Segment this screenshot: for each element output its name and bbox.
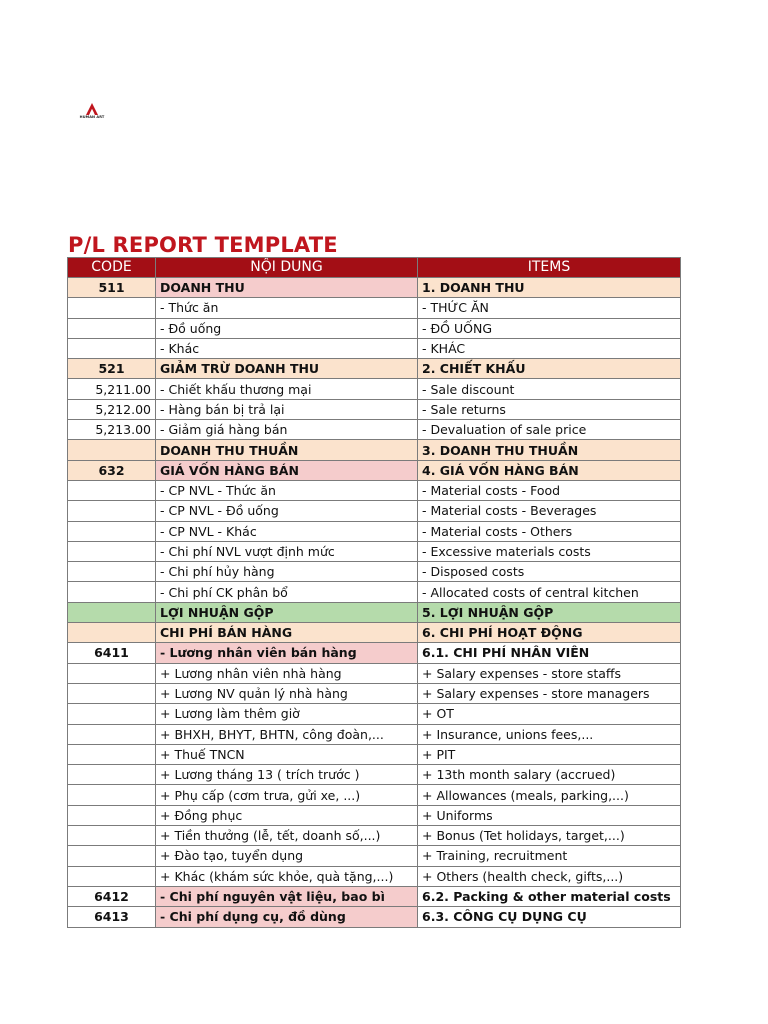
row-item: + Training, recruitment [418, 846, 681, 866]
row-content: - Thức ăn [156, 298, 418, 318]
row-item: + 13th month salary (accrued) [418, 765, 681, 785]
row-content: + Khác (khám sức khỏe, quà tặng,...) [156, 866, 418, 886]
table-row [68, 338, 681, 358]
row-content: + Thuế TNCN [156, 744, 418, 764]
row-code: 632 [68, 460, 156, 480]
table-row [68, 420, 681, 440]
row-item: 4. GIÁ VỐN HÀNG BÁN [418, 460, 681, 480]
row-item: 6.3. CÔNG CỤ DỤNG CỤ [418, 907, 681, 927]
row-code [68, 805, 156, 825]
row-item: - Material costs - Food [418, 480, 681, 500]
row-code [68, 846, 156, 866]
table-row [68, 623, 681, 643]
row-content: - CP NVL - Thức ăn [156, 480, 418, 500]
table-row [68, 886, 681, 906]
row-item: 6.1. CHI PHÍ NHÂN VIÊN [418, 643, 681, 663]
row-content: - Đồ uống [156, 318, 418, 338]
row-code: 6412 [68, 886, 156, 906]
row-content: + Phụ cấp (cơm trưa, gửi xe, ...) [156, 785, 418, 805]
row-item: 3. DOANH THU THUẦN [418, 440, 681, 460]
table-row [68, 744, 681, 764]
row-item: + Insurance, unions fees,... [418, 724, 681, 744]
table-row [68, 683, 681, 703]
row-code: 5,212.00 [68, 399, 156, 419]
row-content: - Chi phí NVL vượt định mức [156, 541, 418, 561]
table-row [68, 663, 681, 683]
row-item: - Allocated costs of central kitchen [418, 582, 681, 602]
row-item: - ĐỒ UỐNG [418, 318, 681, 338]
row-code [68, 318, 156, 338]
row-code [68, 298, 156, 318]
row-content: - Chi phí hủy hàng [156, 562, 418, 582]
table-row [68, 805, 681, 825]
table-row [68, 298, 681, 318]
row-content: DOANH THU [156, 278, 418, 298]
row-item: - Sale returns [418, 399, 681, 419]
table-row [68, 785, 681, 805]
table-header-row [68, 258, 681, 278]
logo-text: HUMAN ART [79, 115, 105, 119]
row-item: - KHÁC [418, 338, 681, 358]
row-code: 6413 [68, 907, 156, 927]
row-item: - Devaluation of sale price [418, 420, 681, 440]
row-item: - Excessive materials costs [418, 541, 681, 561]
row-code: 6411 [68, 643, 156, 663]
row-code [68, 521, 156, 541]
row-item: + Salary expenses - store staffs [418, 663, 681, 683]
row-content: + Lương làm thêm giờ [156, 704, 418, 724]
row-item: 6. CHI PHÍ HOẠT ĐỘNG [418, 623, 681, 643]
row-content: + Lương NV quản lý nhà hàng [156, 683, 418, 703]
row-code: 5,213.00 [68, 420, 156, 440]
row-content: - Giảm giá hàng bán [156, 420, 418, 440]
row-content: + BHXH, BHYT, BHTN, công đoàn,... [156, 724, 418, 744]
row-code [68, 338, 156, 358]
row-item: + Others (health check, gifts,...) [418, 866, 681, 886]
table-row [68, 643, 681, 663]
table-row [68, 460, 681, 480]
page-title: P/L REPORT TEMPLATE [68, 233, 338, 257]
row-item: - Material costs - Beverages [418, 501, 681, 521]
table-row [68, 359, 681, 379]
table-row [68, 582, 681, 602]
row-code [68, 765, 156, 785]
row-content: LỢI NHUẬN GỘP [156, 602, 418, 622]
row-content: + Đồng phục [156, 805, 418, 825]
row-code [68, 785, 156, 805]
row-content: - Chi phí nguyên vật liệu, bao bì [156, 886, 418, 906]
row-item: 6.2. Packing & other material costs [418, 886, 681, 906]
row-item: + OT [418, 704, 681, 724]
row-item: 5. LỢI NHUẬN GỘP [418, 602, 681, 622]
row-item: + Uniforms [418, 805, 681, 825]
table-row [68, 541, 681, 561]
table-row [68, 866, 681, 886]
company-logo [75, 103, 109, 123]
row-content: - Chiết khấu thương mại [156, 379, 418, 399]
row-item: + Bonus (Tet holidays, target,...) [418, 826, 681, 846]
row-content: DOANH THU THUẦN [156, 440, 418, 460]
table-row [68, 278, 681, 298]
column-header-items: ITEMS [418, 258, 681, 278]
column-header-code: CODE [68, 258, 156, 278]
row-item: - THỨC ĂN [418, 298, 681, 318]
table-row [68, 379, 681, 399]
column-header-content: NỘI DUNG [156, 258, 418, 278]
row-code [68, 744, 156, 764]
row-code [68, 826, 156, 846]
row-content: - CP NVL - Khác [156, 521, 418, 541]
row-content: - CP NVL - Đồ uống [156, 501, 418, 521]
table-row [68, 440, 681, 460]
row-content: - Chi phí CK phân bổ [156, 582, 418, 602]
row-content: - Chi phí dụng cụ, đồ dùng [156, 907, 418, 927]
row-code: 511 [68, 278, 156, 298]
row-content: + Lương nhân viên nhà hàng [156, 663, 418, 683]
row-code [68, 480, 156, 500]
row-item: + Salary expenses - store managers [418, 683, 681, 703]
row-code [68, 866, 156, 886]
table-row [68, 318, 681, 338]
table-row [68, 724, 681, 744]
table-row [68, 399, 681, 419]
row-content: - Khác [156, 338, 418, 358]
row-code: 5,211.00 [68, 379, 156, 399]
row-content: GIẢM TRỪ DOANH THU [156, 359, 418, 379]
table-row [68, 704, 681, 724]
table-row [68, 846, 681, 866]
row-code [68, 663, 156, 683]
table-row [68, 562, 681, 582]
row-code [68, 440, 156, 460]
pl-report-table [67, 257, 681, 928]
row-item: - Material costs - Others [418, 521, 681, 541]
row-code: 521 [68, 359, 156, 379]
row-item: 1. DOANH THU [418, 278, 681, 298]
row-item: - Disposed costs [418, 562, 681, 582]
table-row [68, 907, 681, 927]
table-row [68, 765, 681, 785]
row-code [68, 582, 156, 602]
table-row [68, 480, 681, 500]
row-content: CHI PHÍ BÁN HÀNG [156, 623, 418, 643]
table-row [68, 826, 681, 846]
row-code [68, 501, 156, 521]
row-content: + Tiền thưởng (lễ, tết, doanh số,...) [156, 826, 418, 846]
row-content: - Lương nhân viên bán hàng [156, 643, 418, 663]
row-code [68, 704, 156, 724]
row-item: 2. CHIẾT KHẤU [418, 359, 681, 379]
row-content: GIÁ VỐN HÀNG BÁN [156, 460, 418, 480]
table-row [68, 602, 681, 622]
row-item: - Sale discount [418, 379, 681, 399]
row-content: - Hàng bán bị trả lại [156, 399, 418, 419]
row-code [68, 541, 156, 561]
row-code [68, 724, 156, 744]
table-row [68, 521, 681, 541]
row-code [68, 683, 156, 703]
row-content: + Đào tạo, tuyển dụng [156, 846, 418, 866]
row-item: + PIT [418, 744, 681, 764]
row-code [68, 623, 156, 643]
row-content: + Lương tháng 13 ( trích trước ) [156, 765, 418, 785]
row-code [68, 602, 156, 622]
row-item: + Allowances (meals, parking,...) [418, 785, 681, 805]
row-code [68, 562, 156, 582]
table-row [68, 501, 681, 521]
